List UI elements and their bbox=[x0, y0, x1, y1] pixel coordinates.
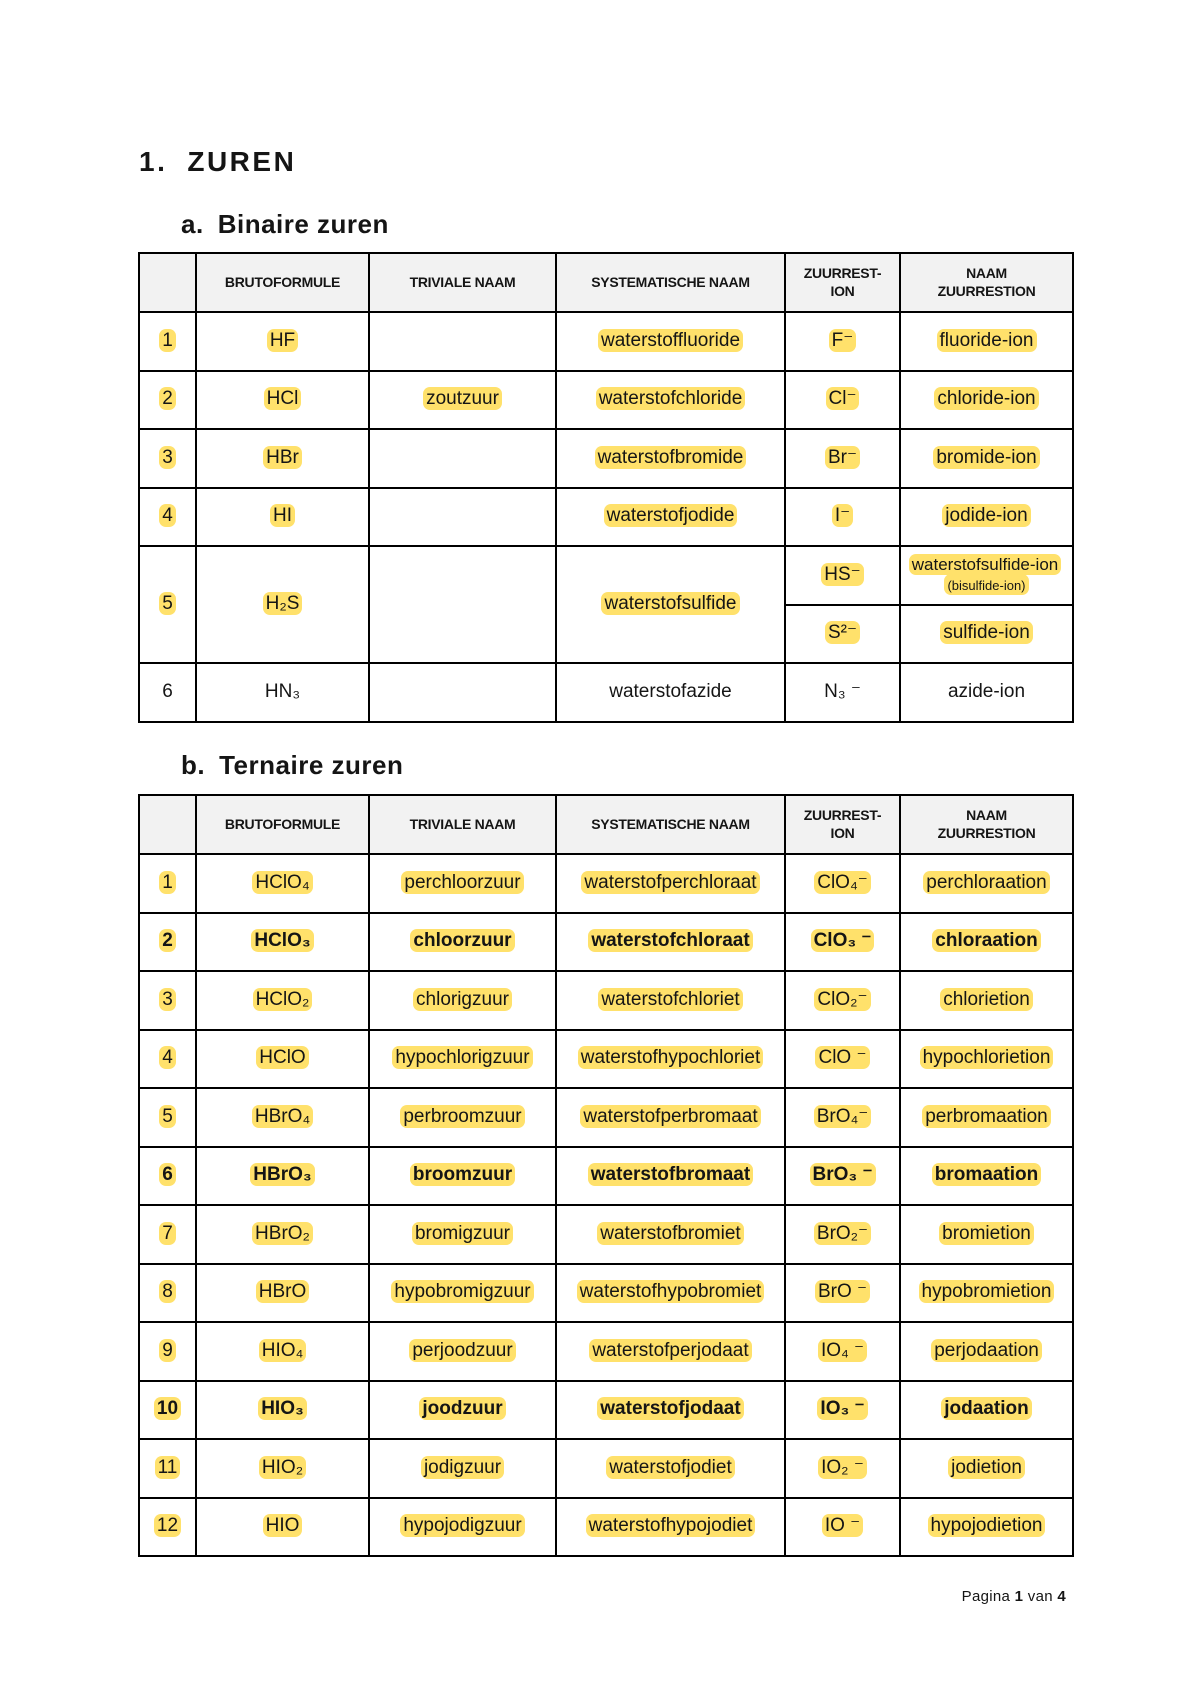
acid-rest-ion-cell bbox=[785, 1030, 900, 1089]
header-index-cell bbox=[139, 795, 196, 854]
row-index-cell bbox=[139, 913, 196, 972]
trivial-name-text: zoutzuur bbox=[423, 387, 502, 410]
formula-cell bbox=[196, 1498, 369, 1557]
header-naam-zuurrestion: NAAM ZUURRESTION bbox=[937, 265, 1036, 299]
table-row bbox=[139, 312, 1073, 371]
formula-text: HBrO₃ bbox=[250, 1163, 314, 1186]
row-index-text: 2 bbox=[159, 387, 176, 410]
formula-cell bbox=[196, 429, 369, 488]
header-zuurrest-ion: ZUURREST-ION bbox=[803, 265, 882, 299]
binary-acids-heading bbox=[181, 209, 389, 240]
row-index-text: 11 bbox=[155, 1456, 181, 1479]
formula-cell bbox=[196, 913, 369, 972]
acid-rest-ion-name-text: hypojodietion bbox=[928, 1514, 1046, 1537]
row-index-cell bbox=[139, 429, 196, 488]
trivial-name-cell bbox=[369, 429, 556, 488]
header-triviale-naam-cell bbox=[369, 253, 556, 312]
formula-text: HIO₂ bbox=[259, 1456, 306, 1479]
acid-rest-ion-text: ClO₃ ⁻ bbox=[811, 929, 875, 952]
systematic-name-text: waterstofhypojodiet bbox=[586, 1514, 756, 1537]
trivial-name-text: broomzuur bbox=[410, 1163, 515, 1186]
systematic-name-text: waterstofhypobromiet bbox=[577, 1280, 765, 1303]
systematic-name-cell bbox=[556, 1498, 785, 1557]
section-heading bbox=[139, 146, 296, 178]
systematic-name-cell bbox=[556, 1439, 785, 1498]
header-brutoformule-cell bbox=[196, 795, 369, 854]
acid-rest-ion-text: BrO₄⁻ bbox=[814, 1105, 872, 1128]
row-index-cell bbox=[139, 1147, 196, 1206]
row-index-text: 6 bbox=[159, 1163, 176, 1186]
acid-rest-ion-cell bbox=[785, 1205, 900, 1264]
table-row bbox=[139, 971, 1073, 1030]
acid-rest-ion-text: IO₂ ⁻ bbox=[818, 1456, 867, 1479]
acid-rest-ion-text: ClO ⁻ bbox=[815, 1046, 869, 1069]
table-row bbox=[139, 1147, 1073, 1206]
table-row bbox=[139, 663, 1073, 722]
footer-of-word: van bbox=[1027, 1588, 1053, 1605]
systematic-name-text: waterstofsulfide bbox=[601, 592, 739, 615]
acid-rest-ion-name-cell bbox=[900, 1088, 1073, 1147]
formula-text: HBrO₄ bbox=[252, 1105, 313, 1128]
systematic-name-cell bbox=[556, 1147, 785, 1206]
systematic-name-text: waterstofbromaat bbox=[588, 1163, 753, 1186]
trivial-name-text: chlorigzuur bbox=[413, 988, 512, 1011]
acid-rest-ion-cell bbox=[785, 913, 900, 972]
formula-text: HF bbox=[267, 329, 298, 352]
acid-rest-ion-cell bbox=[785, 1264, 900, 1323]
trivial-name-text: bromigzuur bbox=[412, 1222, 513, 1245]
acid-rest-ion-name-cell bbox=[900, 1498, 1073, 1557]
acid-rest-ion-name-cell bbox=[900, 854, 1073, 913]
header-systematische-naam-cell bbox=[556, 795, 785, 854]
header-systematische-naam-cell bbox=[556, 253, 785, 312]
acid-rest-ion-name-text: azide-ion bbox=[947, 680, 1026, 702]
trivial-name-cell bbox=[369, 1147, 556, 1206]
header-naam-zuurrestion-cell bbox=[900, 253, 1073, 312]
table-header-row bbox=[139, 253, 1073, 312]
acid-rest-ion-name-text: jodaation bbox=[941, 1397, 1031, 1420]
acid-rest-ion-name-text: sulfide-ion bbox=[940, 621, 1033, 644]
formula-text: HIO₃ bbox=[258, 1397, 307, 1420]
formula-cell bbox=[196, 1264, 369, 1323]
acid-rest-ion-name-text: perbromaation bbox=[922, 1105, 1051, 1128]
systematic-name-text: waterstofbromide bbox=[595, 446, 747, 469]
acid-rest-ion-name-text: hypobromietion bbox=[919, 1280, 1055, 1303]
systematic-name-text: waterstofjodiet bbox=[606, 1456, 735, 1479]
ternary-acids-table bbox=[138, 794, 1074, 1557]
formula-cell bbox=[196, 1439, 369, 1498]
row-index-cell bbox=[139, 312, 196, 371]
row-index-text: 4 bbox=[159, 1046, 176, 1069]
ternary-acids-label: b. bbox=[181, 750, 206, 780]
trivial-name-cell bbox=[369, 1205, 556, 1264]
systematic-name-cell bbox=[556, 1322, 785, 1381]
row-index-text: 10 bbox=[154, 1397, 181, 1420]
acid-rest-ion-text: Br⁻ bbox=[825, 446, 860, 469]
header-triviale-naam: TRIVIALE NAAM bbox=[409, 273, 516, 290]
table-row bbox=[139, 1498, 1073, 1557]
ternary-acids-heading bbox=[181, 750, 403, 781]
trivial-name-cell bbox=[369, 312, 556, 371]
table-row bbox=[139, 1322, 1073, 1381]
formula-text: HBr bbox=[263, 446, 302, 469]
acid-rest-ion-name-text: jodide-ion bbox=[942, 504, 1030, 527]
formula-cell bbox=[196, 1147, 369, 1206]
trivial-name-cell bbox=[369, 546, 556, 663]
systematic-name-cell bbox=[556, 1030, 785, 1089]
acid-rest-ion-text: BrO₃ ⁻ bbox=[810, 1163, 876, 1186]
systematic-name-text: waterstofhypochloriet bbox=[578, 1046, 764, 1069]
binary-acids-label: a. bbox=[181, 209, 204, 239]
ternary-acids-title: Ternaire zuren bbox=[219, 750, 404, 780]
systematic-name-cell bbox=[556, 1381, 785, 1440]
row-index-cell bbox=[139, 1030, 196, 1089]
footer-page-total: 4 bbox=[1057, 1588, 1066, 1605]
section-title: ZUREN bbox=[187, 146, 297, 177]
acid-rest-ion-text: F⁻ bbox=[829, 329, 857, 352]
trivial-name-cell bbox=[369, 1030, 556, 1089]
section-number: 1. bbox=[139, 146, 168, 177]
acid-rest-ion-text: BrO₂⁻ bbox=[814, 1222, 871, 1245]
systematic-name-text: waterstofperjodaat bbox=[589, 1339, 751, 1362]
header-triviale-naam: TRIVIALE NAAM bbox=[409, 815, 516, 832]
formula-cell bbox=[196, 488, 369, 547]
acid-rest-ion-name-cell bbox=[900, 1264, 1073, 1323]
row-index-cell bbox=[139, 1439, 196, 1498]
acid-rest-ion-cell bbox=[785, 312, 900, 371]
row-index-cell bbox=[139, 1381, 196, 1440]
trivial-name-text: joodzuur bbox=[419, 1397, 505, 1420]
acid-rest-ion-text: IO ⁻ bbox=[822, 1514, 863, 1537]
row-index-text: 12 bbox=[154, 1514, 181, 1537]
row-index-cell bbox=[139, 971, 196, 1030]
acid-rest-ion-name-text: chloride-ion bbox=[934, 387, 1038, 410]
header-zuurrest-ion-cell bbox=[785, 253, 900, 312]
row-index-text: 2 bbox=[159, 929, 176, 952]
systematic-name-text: waterstofchloraat bbox=[588, 929, 752, 952]
formula-text: HCl bbox=[264, 387, 302, 410]
acid-rest-ion-name-cell bbox=[900, 429, 1073, 488]
binary-acids-title: Binaire zuren bbox=[217, 209, 389, 239]
formula-cell bbox=[196, 971, 369, 1030]
trivial-name-cell bbox=[369, 1322, 556, 1381]
table-row bbox=[139, 1264, 1073, 1323]
header-naam-zuurrestion-cell bbox=[900, 795, 1073, 854]
acid-rest-ion-name-text: perjodaation bbox=[931, 1339, 1042, 1362]
formula-text: HBrO₂ bbox=[252, 1222, 313, 1245]
formula-text: HClO₂ bbox=[253, 988, 313, 1011]
table-row bbox=[139, 1205, 1073, 1264]
systematic-name-text: waterstofjodaat bbox=[597, 1397, 743, 1420]
acid-rest-ion-name-text: hypochlorietion bbox=[920, 1046, 1054, 1069]
acid-rest-ion-cell bbox=[785, 1088, 900, 1147]
formula-cell bbox=[196, 663, 369, 722]
table-row bbox=[139, 1088, 1073, 1147]
acid-rest-ion-name-text: jodietion bbox=[948, 1456, 1025, 1479]
row-index-text: 1 bbox=[159, 329, 176, 352]
acid-rest-ion-text: IO₄ ⁻ bbox=[818, 1339, 867, 1362]
acid-rest-ion-name-text: bromaation bbox=[932, 1163, 1041, 1186]
table-row bbox=[139, 488, 1073, 547]
table-header-row bbox=[139, 795, 1073, 854]
acid-rest-ion-name-cell bbox=[900, 1322, 1073, 1381]
table-row bbox=[139, 854, 1073, 913]
trivial-name-cell bbox=[369, 854, 556, 913]
acid-rest-ion-name-cell bbox=[900, 971, 1073, 1030]
formula-cell bbox=[196, 546, 369, 663]
formula-cell bbox=[196, 1381, 369, 1440]
systematic-name-text: waterstoffluoride bbox=[598, 329, 743, 352]
acid-rest-ion-name-text: chlorietion bbox=[940, 988, 1033, 1011]
formula-text: HBrO bbox=[256, 1280, 310, 1303]
header-brutoformule: BRUTOFORMULE bbox=[224, 815, 341, 832]
acid-rest-ion-text: ClO₄⁻ bbox=[814, 871, 871, 894]
formula-text: HN₃ bbox=[264, 680, 301, 702]
acid-rest-ion-cell bbox=[785, 1147, 900, 1206]
trivial-name-cell bbox=[369, 971, 556, 1030]
binary-acids-table bbox=[138, 252, 1074, 723]
row-index-text: 4 bbox=[159, 504, 176, 527]
trivial-name-cell bbox=[369, 1381, 556, 1440]
systematic-name-cell bbox=[556, 312, 785, 371]
acid-rest-ion-cell bbox=[785, 371, 900, 430]
acid-rest-ion-cell bbox=[785, 605, 900, 664]
formula-text: HClO bbox=[256, 1046, 308, 1069]
acid-rest-ion-text: N₃ ⁻ bbox=[824, 680, 861, 702]
trivial-name-cell bbox=[369, 1439, 556, 1498]
systematic-name-cell bbox=[556, 488, 785, 547]
formula-cell bbox=[196, 1088, 369, 1147]
trivial-name-text: hypobromigzuur bbox=[391, 1280, 533, 1303]
trivial-name-text: hypochlorigzuur bbox=[392, 1046, 532, 1069]
header-brutoformule-cell bbox=[196, 253, 369, 312]
acid-rest-ion-cell bbox=[785, 854, 900, 913]
formula-text: HClO₄ bbox=[252, 871, 312, 894]
table-row bbox=[139, 913, 1073, 972]
header-naam-zuurrestion: NAAM ZUURRESTION bbox=[937, 807, 1036, 841]
trivial-name-cell bbox=[369, 1498, 556, 1557]
row-index-text: 3 bbox=[159, 446, 176, 469]
trivial-name-text: perchloorzuur bbox=[401, 871, 523, 894]
trivial-name-text: perbroomzuur bbox=[400, 1105, 524, 1128]
trivial-name-text: jodigzuur bbox=[421, 1456, 504, 1479]
systematic-name-text: waterstofchloriet bbox=[598, 988, 742, 1011]
acid-rest-ion-name-cell bbox=[900, 913, 1073, 972]
row-index-cell bbox=[139, 1264, 196, 1323]
acid-rest-ion-name-text: fluoride-ion bbox=[937, 329, 1037, 352]
acid-rest-ion-name-text: chloraation bbox=[932, 929, 1040, 952]
acid-rest-ion-name-cell bbox=[900, 312, 1073, 371]
row-index-text: 6 bbox=[162, 680, 173, 702]
acid-rest-ion-name-text: bromide-ion bbox=[933, 446, 1039, 469]
footer-page-word: Pagina bbox=[961, 1588, 1011, 1605]
header-triviale-naam-cell bbox=[369, 795, 556, 854]
acid-rest-ion-cell bbox=[785, 1381, 900, 1440]
acid-rest-ion-name-text: waterstofsulfide-ion bbox=[911, 554, 1059, 574]
header-zuurrest-ion-cell bbox=[785, 795, 900, 854]
formula-text: HClO₃ bbox=[251, 929, 313, 952]
acid-rest-ion-name-cell bbox=[900, 488, 1073, 547]
acid-rest-ion-text: S²⁻ bbox=[825, 621, 860, 644]
row-index-cell bbox=[139, 1088, 196, 1147]
acid-rest-ion-cell bbox=[785, 546, 900, 605]
acid-rest-ion-cell bbox=[785, 1498, 900, 1557]
systematic-name-cell bbox=[556, 371, 785, 430]
acid-rest-ion-text: I⁻ bbox=[832, 504, 853, 527]
systematic-name-text: waterstofjodide bbox=[604, 504, 738, 527]
acid-rest-ion-name-cell bbox=[900, 663, 1073, 722]
acid-rest-ion-cell bbox=[785, 488, 900, 547]
formula-text: HIO₄ bbox=[259, 1339, 307, 1362]
row-index-text: 9 bbox=[159, 1339, 176, 1362]
acid-rest-ion-cell bbox=[785, 971, 900, 1030]
row-index-cell bbox=[139, 854, 196, 913]
trivial-name-text: chloorzuur bbox=[410, 929, 514, 952]
acid-rest-ion-text: BrO ⁻ bbox=[815, 1280, 870, 1303]
systematic-name-cell bbox=[556, 971, 785, 1030]
formula-cell bbox=[196, 1205, 369, 1264]
header-systematische-naam: SYSTEMATISCHE NAAM bbox=[591, 273, 750, 290]
systematic-name-cell bbox=[556, 913, 785, 972]
trivial-name-cell bbox=[369, 488, 556, 547]
trivial-name-text: perjoodzuur bbox=[409, 1339, 515, 1362]
table-row bbox=[139, 1439, 1073, 1498]
acid-rest-ion-cell bbox=[785, 663, 900, 722]
row-index-cell bbox=[139, 1322, 196, 1381]
row-index-text: 5 bbox=[159, 1105, 176, 1128]
trivial-name-cell bbox=[369, 663, 556, 722]
acid-rest-ion-text: ClO₂⁻ bbox=[814, 988, 870, 1011]
formula-cell bbox=[196, 371, 369, 430]
systematic-name-cell bbox=[556, 1088, 785, 1147]
formula-text: HIO bbox=[263, 1514, 303, 1537]
systematic-name-cell bbox=[556, 1205, 785, 1264]
row-index-text: 3 bbox=[159, 988, 176, 1011]
acid-rest-ion-text: Cl⁻ bbox=[826, 387, 860, 410]
trivial-name-text: hypojodigzuur bbox=[400, 1514, 524, 1537]
systematic-name-cell bbox=[556, 1264, 785, 1323]
row-index-cell bbox=[139, 1498, 196, 1557]
acid-rest-ion-alt-name: (bisulfide-ion) bbox=[947, 578, 1026, 594]
formula-text: HI bbox=[270, 504, 295, 527]
table-row bbox=[139, 546, 1073, 605]
formula-text: H₂S bbox=[263, 592, 303, 615]
header-zuurrest-ion: ZUURREST-ION bbox=[803, 807, 882, 841]
acid-rest-ion-text: HS⁻ bbox=[821, 563, 863, 586]
page-footer bbox=[962, 1588, 1066, 1605]
acid-rest-ion-cell bbox=[785, 1439, 900, 1498]
acid-rest-ion-cell bbox=[785, 429, 900, 488]
header-systematische-naam: SYSTEMATISCHE NAAM bbox=[591, 815, 750, 832]
row-index-cell bbox=[139, 663, 196, 722]
row-index-cell bbox=[139, 546, 196, 663]
row-index-cell bbox=[139, 371, 196, 430]
acid-rest-ion-name-cell bbox=[900, 1439, 1073, 1498]
systematic-name-cell bbox=[556, 429, 785, 488]
systematic-name-text: waterstofperchloraat bbox=[581, 871, 759, 894]
systematic-name-text: waterstofazide bbox=[609, 680, 732, 702]
trivial-name-cell bbox=[369, 1264, 556, 1323]
header-brutoformule: BRUTOFORMULE bbox=[224, 273, 341, 290]
acid-rest-ion-name-cell bbox=[900, 1205, 1073, 1264]
acid-rest-ion-text: IO₃ ⁻ bbox=[817, 1397, 867, 1420]
acid-rest-ion-name-text: bromietion bbox=[939, 1222, 1034, 1245]
trivial-name-cell bbox=[369, 913, 556, 972]
systematic-name-cell bbox=[556, 854, 785, 913]
acid-rest-ion-name-cell bbox=[900, 1381, 1073, 1440]
header-index-cell bbox=[139, 253, 196, 312]
systematic-name-cell bbox=[556, 546, 785, 663]
row-index-text: 7 bbox=[159, 1222, 176, 1245]
trivial-name-cell bbox=[369, 371, 556, 430]
table-row bbox=[139, 1381, 1073, 1440]
formula-cell bbox=[196, 1030, 369, 1089]
systematic-name-text: waterstofbromiet bbox=[597, 1222, 743, 1245]
acid-rest-ion-name-cell bbox=[900, 1030, 1073, 1089]
row-index-cell bbox=[139, 488, 196, 547]
acid-rest-ion-name-highlight bbox=[909, 554, 1061, 595]
acid-rest-ion-name-cell bbox=[900, 371, 1073, 430]
table-row bbox=[139, 429, 1073, 488]
acid-rest-ion-name-cell bbox=[900, 1147, 1073, 1206]
formula-cell bbox=[196, 1322, 369, 1381]
trivial-name-cell bbox=[369, 1088, 556, 1147]
row-index-text: 8 bbox=[159, 1280, 176, 1303]
table-row bbox=[139, 371, 1073, 430]
systematic-name-cell bbox=[556, 663, 785, 722]
acid-rest-ion-name-cell bbox=[900, 546, 1073, 605]
acid-rest-ion-name-text: perchloraation bbox=[923, 871, 1049, 894]
row-index-text: 5 bbox=[159, 592, 176, 615]
formula-cell bbox=[196, 854, 369, 913]
footer-page-number: 1 bbox=[1014, 1588, 1024, 1605]
acid-rest-ion-name-cell bbox=[900, 605, 1073, 664]
row-index-text: 1 bbox=[159, 871, 176, 894]
acid-rest-ion-cell bbox=[785, 1322, 900, 1381]
formula-cell bbox=[196, 312, 369, 371]
table-row bbox=[139, 1030, 1073, 1089]
row-index-cell bbox=[139, 1205, 196, 1264]
systematic-name-text: waterstofchloride bbox=[596, 387, 746, 410]
systematic-name-text: waterstofperbromaat bbox=[580, 1105, 760, 1128]
